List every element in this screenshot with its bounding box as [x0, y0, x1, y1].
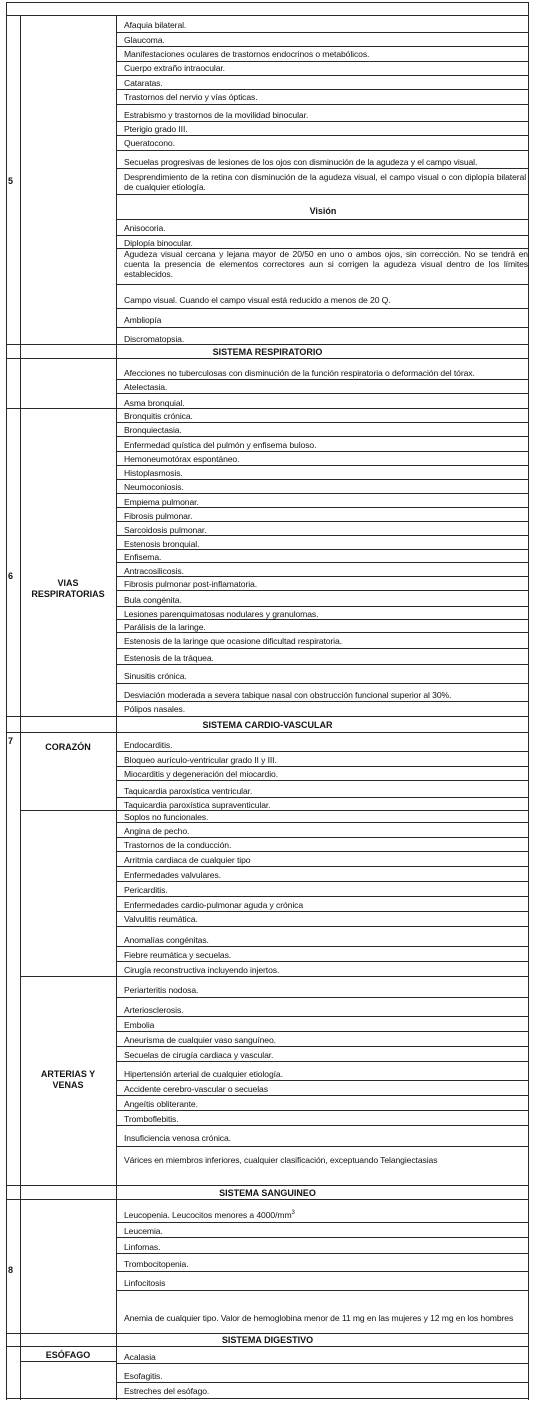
list-item: Hipertensión arterial de cualquier etiología. [124, 1069, 283, 1079]
section-number-8: 8 [8, 1265, 14, 1275]
row-rule [116, 701, 529, 702]
section-rule [6, 732, 529, 733]
row-rule [116, 549, 529, 550]
row-rule [116, 1382, 529, 1383]
group-label-corazon: CORAZÓN [45, 742, 91, 752]
row-rule [116, 61, 529, 62]
list-item: Campo visual. Cuando el campo visual está reducido a menos de 20 Q. [124, 295, 391, 305]
list-item: Tromboflebitis. [124, 1114, 179, 1124]
row-rule [116, 1222, 529, 1223]
frame-bottom [6, 1398, 529, 1399]
list-item: Sarcoidosis pulmonar. [124, 525, 207, 535]
row-rule [116, 837, 529, 838]
list-item: Histoplasmosis. [124, 468, 183, 478]
list-item: Trastornos del nervio y vías ópticas. [124, 92, 258, 102]
section-rule [6, 1346, 529, 1347]
list-item: Sinusitis crónica. [124, 671, 187, 681]
group-rule [20, 1361, 116, 1362]
row-rule [116, 1363, 529, 1364]
row-rule [116, 1046, 529, 1047]
list-item: Neumoconiosis. [124, 482, 184, 492]
row-rule [116, 104, 529, 105]
list-item: Accidente cerebro-vascular o secuelas [124, 1084, 268, 1094]
list-item: Bronquiectasia. [124, 425, 182, 435]
list-item: Estenosis de la laringe que ocasione dificultad respiratoria. [124, 636, 342, 646]
list-item: Estrabismo y trastornos de la movilidad binocular. [124, 110, 309, 120]
row-rule [116, 219, 529, 220]
list-item: Soplos no funcionales. [124, 812, 209, 822]
list-item: Taquicardia paroxística ventricular. [124, 786, 253, 796]
list-item: Arritmia cardiaca de cualquier tipo [124, 855, 251, 865]
list-item: Afecciones no tuberculosas con disminución de la función respiratoria o deformación del tórax. [124, 368, 475, 378]
row-rule [116, 308, 529, 309]
row-rule [116, 393, 529, 394]
list-item: Antracosilicosis. [124, 566, 184, 576]
list-item: Periarteritis nodosa. [124, 985, 199, 995]
section-header-cardio-vascular: SISTEMA CARDIO-VASCULAR [202, 720, 333, 730]
section-number-5: 5 [8, 176, 14, 186]
row-rule [116, 1080, 529, 1081]
list-item: Diplopía binocular. [124, 238, 193, 248]
group-label-arterias-y-venas: ARTERIAS Y VENAS [40, 1069, 96, 1090]
list-item: Secuelas progresivas de lesiones de los ojos con disminución de la agudeza y el campo visual. [124, 157, 478, 167]
list-item: Linfomas. [124, 1242, 161, 1252]
list-item: Bula congénita. [124, 595, 182, 605]
group-rule [20, 976, 529, 977]
group-rule [6, 408, 529, 409]
list-item: Agudeza visual cercana y lejana mayor de 20/50 en uno o ambos ojos, sin corrección. No se tendrá en cuenta la presencia de elementos correctores aun si corrigen la agudeza visual dentro de los límites establecidos. [124, 249, 528, 279]
frame-top-rule [6, 15, 529, 16]
row-rule [116, 851, 529, 852]
list-item: Afaquia bilateral. [124, 20, 187, 30]
subheading-vision: Visión [309, 206, 337, 216]
row-rule [116, 606, 529, 607]
row-rule [116, 911, 529, 912]
list-item: Manifestaciones oculares de trastornos endocrinos o metabólicos. [124, 49, 370, 59]
row-rule [116, 327, 529, 328]
list-item: Enfermedades valvulares. [124, 870, 221, 880]
list-item: Miocarditis y degeneración del miocardio. [124, 769, 279, 779]
row-rule [116, 535, 529, 536]
section-rule [6, 1199, 529, 1200]
row-rule [116, 1110, 529, 1111]
list-item [124, 1210, 295, 1220]
row-rule [116, 751, 529, 752]
leucopenia-text: Leucopenia. Leucocitos menores a 4000/mm [124, 1210, 292, 1220]
list-item: Lesiones parenquimatosas nodulares y granulomas. [124, 609, 319, 619]
row-rule [116, 1031, 529, 1032]
row-rule [116, 89, 529, 90]
list-item: Trombocitopenia. [124, 1259, 189, 1269]
row-rule [116, 284, 529, 285]
row-rule [116, 135, 529, 136]
row-rule [116, 194, 529, 195]
row-rule [116, 479, 529, 480]
list-item: Bronquitis crónica. [124, 411, 193, 421]
row-rule [116, 664, 529, 665]
section-rule [6, 1185, 529, 1186]
group-rule [20, 810, 529, 811]
row-rule [116, 1253, 529, 1254]
row-rule [116, 1016, 529, 1017]
row-rule [116, 576, 529, 577]
list-item: Desprendimiento de la retina con disminución de la agudeza visual, el campo visual o con diplopía bilateral de cualquier etiología. [124, 172, 526, 192]
list-item: Várices en miembros inferiores, cualquier clasificación, exceptuando Telangiectasias [124, 1155, 438, 1165]
row-rule [116, 32, 529, 33]
list-item: Empiema pulmonar. [124, 497, 199, 507]
row-rule [116, 493, 529, 494]
group-label-vias-respiratorias: VIAS RESPIRATORIAS [31, 578, 105, 599]
list-item: Enfisema. [124, 552, 162, 562]
list-item: Angina de pecho. [124, 826, 190, 836]
section-number-6: 6 [8, 571, 14, 581]
superscript: 3 [291, 1210, 295, 1217]
section-rule [6, 358, 529, 359]
row-rule [116, 619, 529, 620]
list-item: Queratocono. [124, 138, 175, 148]
section-header-sanguineo: SISTEMA SANGUINEO [219, 1188, 316, 1198]
list-item: Asma bronquial. [124, 398, 185, 408]
list-item: Enfermedades cardio-pulmonar aguda y crónica [124, 900, 304, 910]
section-header-digestivo: SISTEMA DIGESTIVO [221, 1335, 314, 1345]
list-item: Pterigio grado III. [124, 124, 188, 134]
row-rule [116, 1095, 529, 1096]
row-rule [116, 997, 529, 998]
row-rule [116, 379, 529, 380]
row-rule [116, 822, 529, 823]
list-item: Fiebre reumática y secuelas. [124, 950, 232, 960]
row-rule [116, 451, 529, 452]
row-rule [116, 926, 529, 927]
row-rule [116, 422, 529, 423]
row-rule [116, 780, 529, 781]
row-rule [116, 590, 529, 591]
section-header-respiratorio: SISTEMA RESPIRATORIO [212, 347, 323, 357]
list-item: Estreches del esófago. [124, 1386, 210, 1396]
row-rule [116, 896, 529, 897]
group-label-esofago: ESÓFAGO [45, 1350, 91, 1360]
list-item: Cirugía reconstructiva incluyendo injertos. [124, 965, 280, 975]
section-number-7: 7 [8, 736, 14, 746]
frame-top [6, 2, 529, 3]
row-rule [116, 632, 529, 633]
row-rule [116, 648, 529, 649]
row-rule [116, 1061, 529, 1062]
list-item: Bloqueo aurículo-ventricular grado II y III. [124, 755, 277, 765]
row-rule [116, 168, 529, 169]
list-item: Angeítis obliterante. [124, 1099, 198, 1109]
list-item: Enfermedad quística del pulmón y enfisema buloso. [124, 440, 317, 450]
row-rule [116, 521, 529, 522]
list-item: Desviación moderada a severa tabique nasal con obstrucción funcional superior al 30%. [124, 690, 452, 700]
row-rule [116, 866, 529, 867]
row-rule [116, 766, 529, 767]
list-item: Leucemia. [124, 1226, 163, 1236]
row-rule [116, 465, 529, 466]
row-rule [116, 1237, 529, 1238]
row-rule [116, 881, 529, 882]
list-item: Insuficiencia venosa crónica. [124, 1133, 231, 1143]
row-rule [116, 507, 529, 508]
row-rule [116, 961, 529, 962]
list-item: Estenosis bronquial. [124, 539, 200, 549]
list-item: Ambliopía [124, 315, 162, 325]
row-rule [116, 75, 529, 76]
list-item: Fibrosis pulmonar post-inflamatoria. [124, 579, 257, 589]
row-rule [116, 946, 529, 947]
list-item: Anisocoria. [124, 223, 166, 233]
row-rule [116, 1290, 529, 1291]
list-item: Secuelas de cirugía cardiaca y vascular. [124, 1050, 274, 1060]
row-rule [116, 121, 529, 122]
list-item: Arteriosclerosis. [124, 1005, 184, 1015]
list-item: Endocarditis. [124, 740, 173, 750]
list-item: Estenosis de la tráquea. [124, 653, 214, 663]
list-item: Anemia de cualquier tipo. Valor de hemoglobina menor de 11 mg en las mujeres y 12 mg en los hombres [124, 1313, 514, 1323]
list-item: Discromatopsia. [124, 334, 185, 344]
list-item: Valvulitis reumática. [124, 914, 198, 924]
list-item: Embolia [124, 1020, 155, 1030]
section-rule [6, 1333, 529, 1334]
list-item: Cataratas. [124, 78, 163, 88]
section-rule [6, 344, 529, 345]
row-rule [116, 436, 529, 437]
row-rule [116, 562, 529, 563]
list-item: Atelectasia. [124, 382, 168, 392]
row-rule [116, 1146, 529, 1147]
row-rule [116, 1125, 529, 1126]
list-item: Esofagitis. [124, 1371, 163, 1381]
list-item: Cuerpo extraño intraocular. [124, 63, 225, 73]
list-item: Parálisis de la laringe. [124, 622, 206, 632]
list-item: Glaucoma. [124, 35, 165, 45]
row-rule [116, 683, 529, 684]
list-item: Trastornos de la conducción. [124, 840, 232, 850]
list-item: Pericarditis. [124, 885, 168, 895]
list-item: Taquicardia paroxística supraventicular. [124, 800, 271, 810]
list-item: Linfocitosis [124, 1278, 166, 1288]
list-item: Hemoneumotórax espontáneo. [124, 454, 240, 464]
list-item: Acalasia [124, 1352, 156, 1362]
list-item: Anomalías congénitas. [124, 935, 209, 945]
row-rule [116, 150, 529, 151]
list-item: Pólipos nasales. [124, 704, 185, 714]
row-rule [116, 797, 529, 798]
list-item: Aneurisma de cualquier vaso sanguíneo. [124, 1035, 276, 1045]
row-rule [116, 1271, 529, 1272]
row-rule [116, 46, 529, 47]
list-item: Fibrosis pulmonar. [124, 511, 193, 521]
section-rule [6, 716, 529, 717]
row-rule [116, 235, 529, 236]
